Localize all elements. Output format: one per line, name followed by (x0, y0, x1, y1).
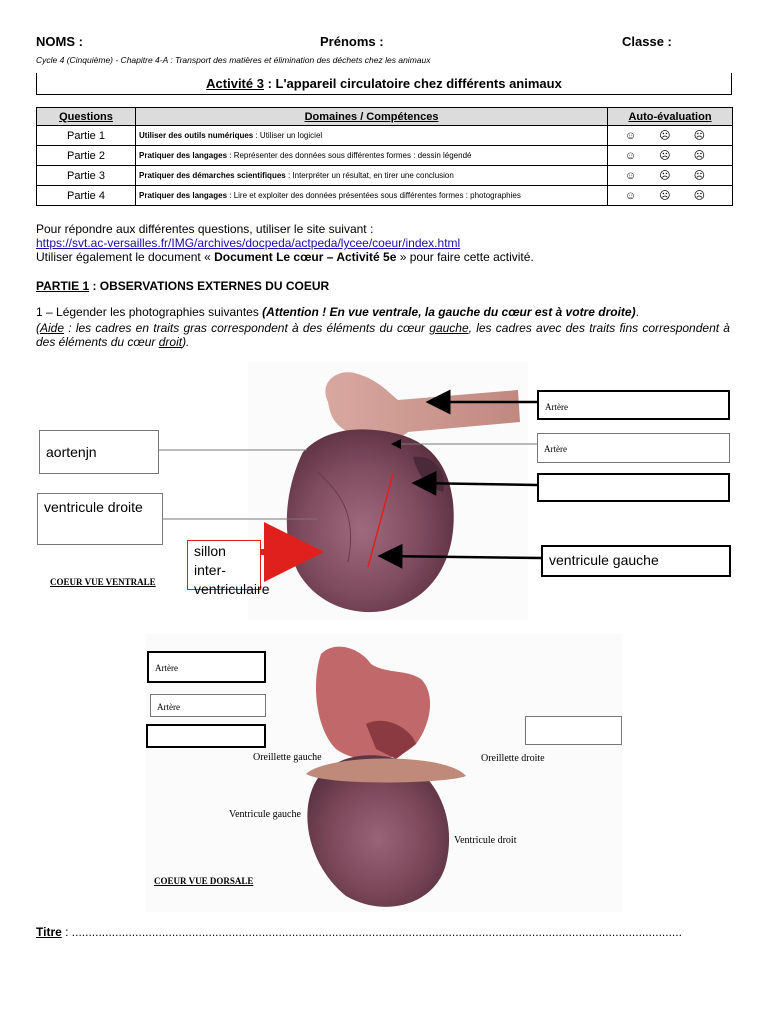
label-artere-2[interactable] (537, 433, 730, 463)
q1-pre: 1 – Légender les photographies suivantes (36, 305, 263, 319)
label-dorsal-artere-1[interactable] (147, 651, 266, 683)
partie1-label: PARTIE 1 (36, 279, 90, 293)
dorsal-artere1-text: Artère (155, 663, 178, 673)
aide-droit: droit (158, 335, 183, 349)
ventral-caption: COEUR VUE VENTRALE (50, 577, 156, 587)
noms-label: NOMS : (36, 34, 83, 49)
table-cell-partie: Partie 2 (37, 146, 136, 166)
artere1-text: Artère (545, 402, 568, 412)
label-sillon[interactable] (187, 540, 270, 597)
competence-text: : Interpréter un résultat, en tirer une conclusion (285, 171, 454, 180)
prenoms-label: Prénoms : (320, 34, 384, 49)
label-dorsal-ventricule-gauche: Ventricule gauche (229, 809, 301, 820)
label-ventricule-droite[interactable]: ventricule droite (37, 493, 163, 545)
dorsal-caption: COEUR VUE DORSALE (154, 876, 254, 886)
domaine-name: Pratiquer des langages (139, 191, 228, 200)
label-dorsal-artere-2[interactable] (150, 694, 266, 717)
aide-part2: , les cadres avec des traits fins correspondent à des éléments du cœur (36, 321, 730, 349)
smiley-icon[interactable]: ☺ ☹ ☹ (608, 146, 733, 166)
q1-warning: (Attention ! En vue ventrale, la gauche du cœur est à votre droite) (262, 305, 636, 319)
artere2-text: Artère (544, 444, 567, 454)
intro-line: Pour répondre aux différentes questions, utiliser le site suivant : (36, 222, 374, 236)
titre-label: Titre (36, 925, 62, 939)
aide-label: Aide (40, 321, 65, 335)
activity-number: Activité 3 (206, 76, 264, 91)
site-link[interactable]: https://svt.ac-versailles.fr/IMG/archives/docpeda/actpeda/lycee/coeur/index.html (36, 236, 461, 250)
label-blank-ventral[interactable] (537, 473, 730, 502)
label-blank-dorsal-left[interactable] (146, 724, 266, 748)
label-ventricule-gauche[interactable]: ventricule gauche (541, 545, 731, 577)
activity-title-text: : L'appareil circulatoire chez différents animaux (263, 76, 562, 91)
col-questions: Questions (37, 108, 136, 126)
domaine-name: Pratiquer des langages (139, 151, 228, 160)
smiley-icon[interactable]: ☺ ☹ ☹ (608, 186, 733, 206)
col-auto-evaluation: Auto-évaluation (608, 108, 733, 126)
sillon-text: sillon inter-ventriculaire (194, 543, 270, 597)
label-blank-dorsal-right[interactable] (525, 716, 622, 745)
titre-field[interactable]: : ....................................................................................................................................................................................... (61, 925, 682, 939)
label-oreillette-droite: Oreillette droite (481, 753, 545, 764)
aide-gauche: gauche (429, 321, 469, 335)
competence-text: : Lire et exploiter des données présentées sous différentes formes : photographies (227, 191, 521, 200)
table-cell-partie: Partie 4 (37, 186, 136, 206)
domaine-name: Pratiquer des démarches scientifiques (139, 171, 286, 180)
smiley-icon[interactable]: ☺ ☹ ☹ (608, 166, 733, 186)
aide-part3: ). (182, 335, 190, 349)
q1-post: . (635, 305, 639, 319)
domaine-name: Utiliser des outils numériques (139, 131, 254, 140)
classe-label: Classe : (622, 34, 672, 49)
table-cell-partie: Partie 3 (37, 166, 136, 186)
doc-name: Document Le cœur – Activité 5e (214, 250, 397, 264)
dorsal-artere2-text: Artère (157, 702, 180, 712)
label-artere-1[interactable] (537, 390, 730, 420)
smiley-icon[interactable]: ☺ ☹ ☹ (608, 126, 733, 146)
titre-line (36, 925, 736, 939)
table-cell-partie: Partie 1 (37, 126, 136, 146)
doc-line-post: » pour faire cette activité. (396, 250, 534, 264)
label-oreillette-gauche: Oreillette gauche (253, 752, 322, 763)
label-aorte[interactable]: aortenjn (39, 430, 159, 474)
aide-text: (Aide : les cadres en traits gras correspondent à des éléments du cœur gauche, les cadres avec des traits fins correspondent à des éléments du cœur droit). (36, 321, 730, 349)
partie1-title: : OBSERVATIONS EXTERNES DU COEUR (89, 279, 330, 293)
doc-line-pre: Utiliser également le document « (36, 250, 215, 264)
cycle-subtitle: Cycle 4 (Cinquième) - Chapitre 4-A : Transport des matières et élimination des déchets chez les animaux (36, 55, 431, 65)
competence-text: : Représenter des données sous différentes formes : dessin légendé (227, 151, 472, 160)
competence-text: : Utiliser un logiciel (253, 131, 323, 140)
label-dorsal-ventricule-droit: Ventricule droit (454, 835, 517, 846)
aide-part1: : les cadres en traits gras correspondent à des éléments du cœur (64, 321, 430, 335)
col-domaines: Domaines / Compétences (136, 108, 608, 126)
